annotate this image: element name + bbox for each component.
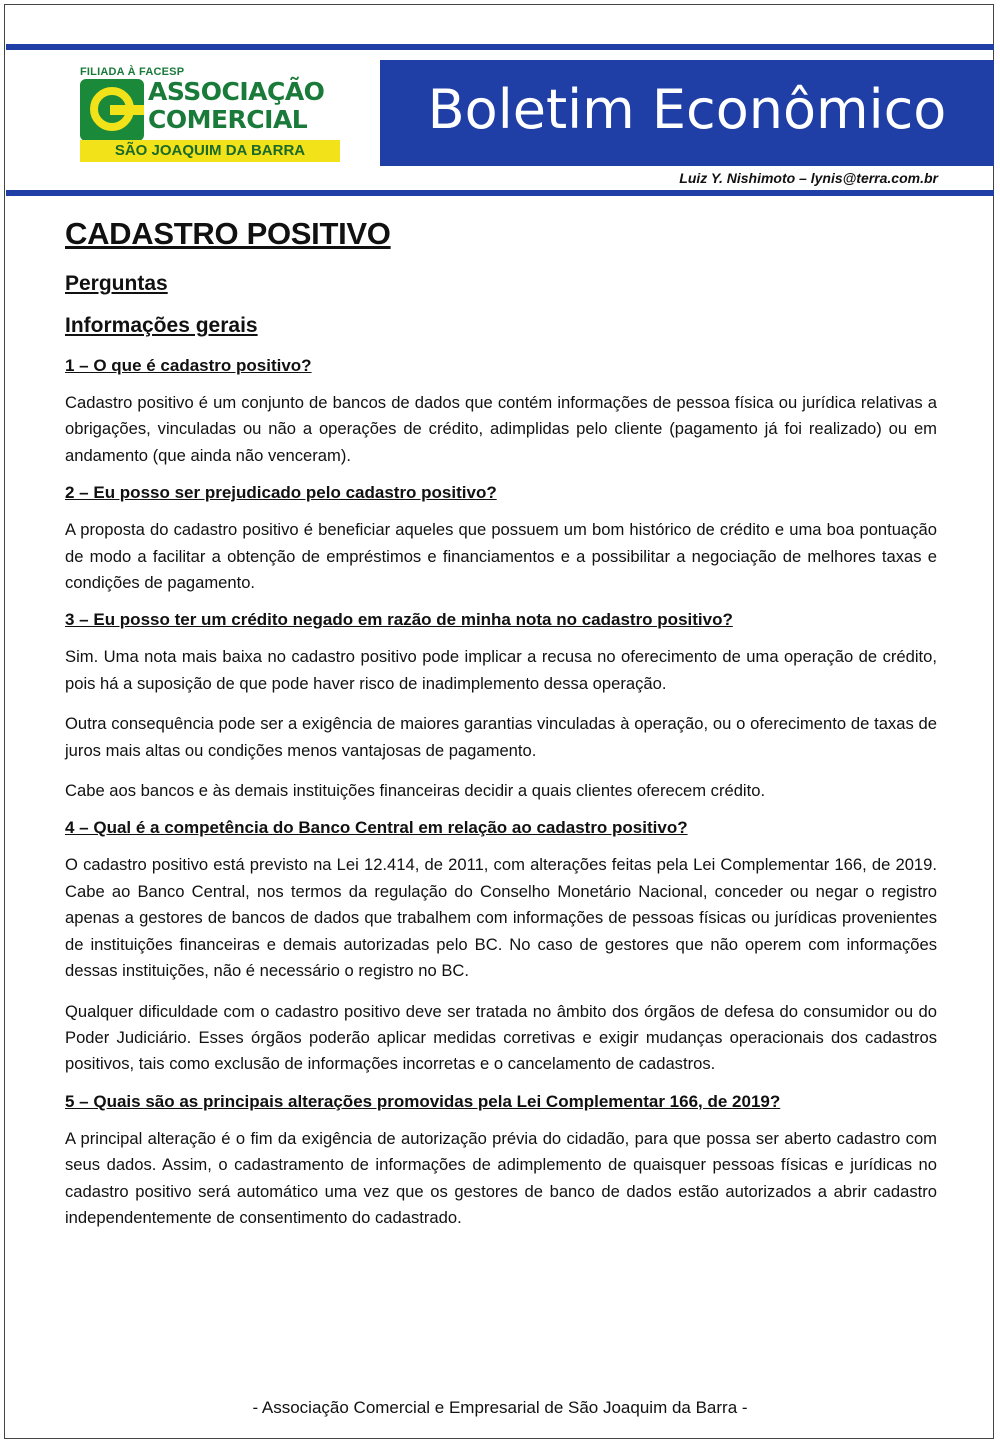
header-bottom-rule bbox=[6, 190, 994, 196]
answer-3-paragraph: Cabe aos bancos e às demais instituições financeiras decidir a quais clientes oferecem crédito. bbox=[65, 781, 766, 801]
logo-affiliation: FILIADA À FACESP bbox=[80, 66, 185, 78]
question-1: 1 – O que é cadastro positivo? bbox=[65, 356, 312, 375]
title-banner bbox=[380, 60, 994, 166]
logo-name-line2: COMERCIAL bbox=[148, 105, 308, 134]
answer-2-paragraph: A proposta do cadastro positivo é beneficiar aqueles que possuem um bom histórico de crédito e uma boa pontuação de modo a facilitar a obtenção de empréstimos e financiamentos e a possibilitar a negociação de melhores taxas e condições de pagamento. bbox=[65, 520, 937, 593]
answer-5-paragraph: A principal alteração é o fim da exigência de autorização prévia do cidadão, para que possa ser aberto cadastro com seus dados. Assim, o cadastramento de informações de adimplemento de quaisquer pessoas físicas e jurídicas no cadastro positivo será automático uma vez que os gestores de banco de dados estão autorizados a abrir cadastro independentemente de consentimento do cadastrado. bbox=[65, 1128, 937, 1227]
page-footer: - Associação Comercial e Empresarial de São Joaquim da Barra - bbox=[252, 1398, 748, 1417]
logo-city: SÃO JOAQUIM DA BARRA bbox=[80, 140, 340, 162]
association-logo bbox=[80, 66, 342, 162]
logo-name-line1: ASSOCIAÇÃO bbox=[148, 77, 325, 106]
answer-4-paragraph: O cadastro positivo está previsto na Lei 12.414, de 2011, com alterações feitas pela Lei Complementar 166, de 2019. Cabe ao Banco Central, nos termos da regulação do Conselho Monetário Nacional, conceder ou negar o registro apenas a gestores de bancos de dados que trabalhem com informações de pessoas físicas ou jurídicas provenientes de instituições financeiras e demais autorizadas pelo BC. No caso de gestores que não operem com informações dessas instituições, não é necessário o registro no BC. bbox=[65, 855, 937, 981]
document-body bbox=[65, 216, 937, 1245]
question-3: 3 – Eu posso ter um crédito negado em razão de minha nota no cadastro positivo? bbox=[65, 610, 733, 630]
question-4: 4 – Qual é a competência do Banco Central em relação ao cadastro positivo? bbox=[65, 818, 688, 838]
logo-emblem-icon bbox=[80, 79, 144, 141]
author-line: Luiz Y. Nishimoto – lynis@terra.com.br bbox=[679, 170, 938, 186]
answer-4-paragraph: Qualquer dificuldade com o cadastro positivo deve ser tratada no âmbito dos órgãos de defesa do consumidor ou do Poder Judiciário. Esses órgãos poderão aplicar medidas corretivas e exigir mudanças operacionais dos cadastros positivos, tais como exclusão de informações incorretas e o cancelamento de cadastros. bbox=[65, 1001, 937, 1074]
answer-1-paragraph: Cadastro positivo é um conjunto de bancos de dados que contém informações de pessoa física ou jurídica relativas a obrigações, vinculadas ou não a operações de crédito, adimplidas pelo cliente (pagamento já foi realizado) ou em andamento (que ainda não venceram). bbox=[65, 393, 937, 465]
answer-3-paragraph: Sim. Uma nota mais baixa no cadastro positivo pode implicar a recusa no oferecimento de uma operação de crédito, pois há a suposição de que pode haver risco de inadimplemento dessa operação. bbox=[65, 647, 937, 693]
question-5: 5 – Quais são as principais alterações promovidas pela Lei Complementar 166, de 2019? bbox=[65, 1091, 781, 1111]
section-heading-informacoes: Informações gerais bbox=[65, 314, 258, 337]
banner-title: Boletim Econômico bbox=[427, 78, 947, 141]
header-top-rule bbox=[6, 44, 994, 50]
question-2: 2 – Eu posso ser prejudicado pelo cadastro positivo? bbox=[65, 483, 497, 503]
answer-3-paragraph: Outra consequência pode ser a exigência de maiores garantias vinculadas à operação, ou o oferecimento de taxas de juros mais altas ou condições menos vantajosas de pagamento. bbox=[65, 714, 937, 760]
document-title: CADASTRO POSITIVO bbox=[65, 216, 391, 251]
section-heading-perguntas: Perguntas bbox=[65, 272, 168, 295]
